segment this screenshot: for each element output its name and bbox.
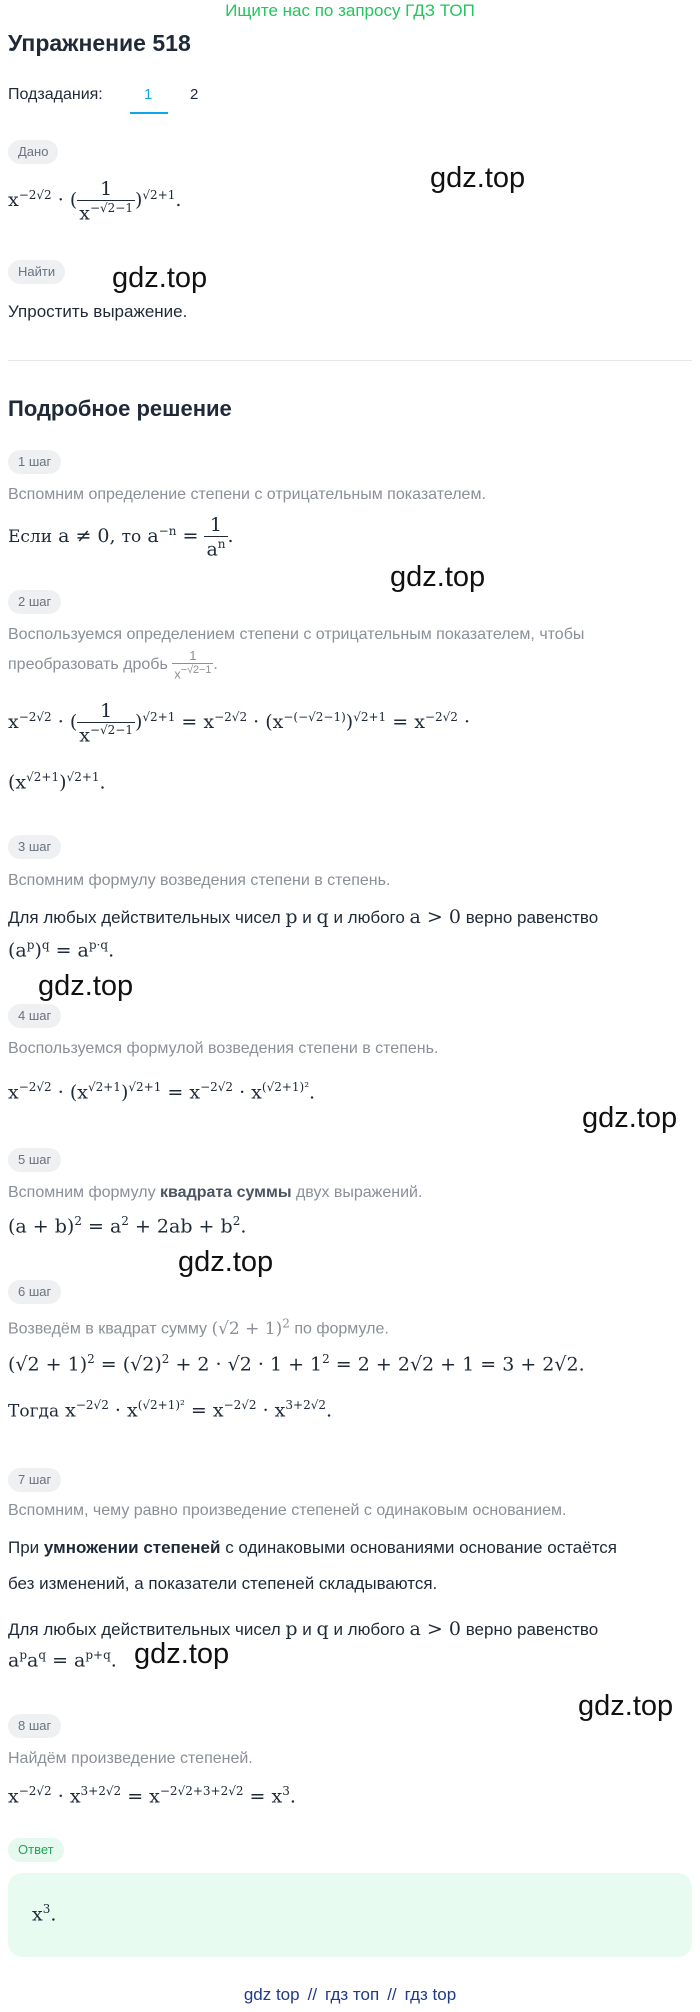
search-banner[interactable]: Ищите нас по запросу ГДЗ ТОП: [225, 1, 475, 20]
step-6-note: Возведём в квадрат сумму $(√2 + 1)^2$ по формуле.: [8, 1316, 389, 1339]
watermark: gdz.top: [178, 1246, 274, 1278]
divider: [8, 360, 692, 361]
answer-value: $x^3$.: [32, 1902, 57, 1926]
step-7-formula: $a^pa^q = a^{p+q}$.: [8, 1648, 117, 1672]
watermark: gdz.top: [134, 1638, 230, 1670]
solution-title: Подробное решение: [8, 396, 232, 421]
watermark: gdz.top: [390, 561, 486, 593]
step-2-line-2: $(x^{√2+1})^{√2+1}$.: [8, 770, 106, 794]
footer-separator: //: [307, 1985, 318, 2004]
step-8-formula: $x^{-2√2} \cdot x^{3+2√2} = x^{-2√2+3+2√2} = x^3$.: [8, 1784, 296, 1808]
given-expression: $x^{-2√2}$ · ( $\frac{1}{x^{-√2-1}}$ )$^{√2+1}$.: [8, 178, 182, 225]
watermark: gdz.top: [430, 162, 526, 194]
step-3-tag: 3 шаг: [8, 835, 61, 859]
footer-link-gdz-top-ru[interactable]: гдз топ: [325, 1985, 380, 2004]
step-8-note: Найдём произведение степеней.: [8, 1750, 253, 1767]
step-4-note: Воспользуемся формулой возведения степени в степень.: [8, 1040, 439, 1057]
step-1-formula: Если a ≠ 0, то $a^{-n}$ = $\frac{1}{a^n}$ .: [8, 514, 234, 561]
tab-subtask-1[interactable]: 1: [144, 86, 153, 103]
step-7-note: Вспомним, чему равно произведение степеней с одинаковым основанием.: [8, 1502, 567, 1519]
step-6-line-2: Тогда $x^{-2√2} \cdot x^{(√2+1)^2} = x^{-2√2} \cdot x^{3+2√2}$.: [8, 1398, 333, 1422]
watermark: gdz.top: [112, 262, 208, 294]
step-8-tag: 8 шаг: [8, 1714, 61, 1738]
step-3-statement: Для любых действительных чисел p и q и любого a > 0 верно равенство: [8, 906, 599, 928]
step-3-note: Вспомним формулу возведения степени в степень.: [8, 872, 391, 889]
footer-link-gdz-top[interactable]: gdz top: [243, 1985, 300, 2004]
step-7-rule-line-2: без изменений, а показатели степеней складываются.: [8, 1574, 438, 1593]
find-text: Упростить выражение.: [8, 302, 188, 321]
step-1-tag: 1 шаг: [8, 450, 61, 474]
active-tab-indicator: [130, 112, 168, 114]
footer-links: [0, 1985, 700, 2005]
watermark: gdz.top: [582, 1102, 678, 1134]
watermark: gdz.top: [38, 970, 134, 1002]
step-4-tag: 4 шаг: [8, 1004, 61, 1028]
find-tag: Найти: [8, 260, 65, 284]
given-tag: Дано: [8, 140, 58, 164]
step-5-formula: $(a + b)^2 = a^2 + 2ab + b^2$.: [8, 1214, 247, 1238]
step-2-note-2: преобразовать дробь $\frac{1}{x^{-√2-1}}$ .: [8, 648, 218, 682]
step-6-line-1: $(√2 + 1)^2 = (√2)^2 + 2 \cdot √2 \cdot 1 + 1^2 = 2 + 2√2 + 1 = 3 + 2√2$.: [8, 1352, 585, 1376]
footer-separator: //: [387, 1985, 397, 2004]
step-5-note: Вспомним формулу квадрата суммы двух выражений.: [8, 1184, 423, 1201]
step-2-note-1: Воспользуемся определением степени с отрицательным показателем, чтобы: [8, 626, 585, 643]
step-7-statement: Для любых действительных чисел p и q и любого a > 0 верно равенство: [8, 1618, 599, 1640]
subtasks-label: Подзадания:: [8, 86, 103, 103]
step-3-formula: $(a^p)^q = a^{p\cdot q}$.: [8, 938, 115, 962]
step-6-tag: 6 шаг: [8, 1280, 61, 1304]
tab-subtask-2[interactable]: 2: [190, 86, 199, 103]
step-7-tag: 7 шаг: [8, 1468, 61, 1492]
answer-box: [8, 1873, 692, 1957]
step-2-line-1: $x^{-2√2}$ · ( $\frac{1}{x^{-√2-1}}$ )$^{√2+1} = x^{-2√2} \cdot (x^{-(-√2-1)})^{√2+1} = x^{-2√2}$ ·: [8, 700, 470, 747]
step-4-formula: $x^{-2√2} \cdot (x^{√2+1})^{√2+1} = x^{-2√2} \cdot x^{(√2+1)^2}$.: [8, 1080, 316, 1104]
page-title: Упражнение 518: [8, 30, 191, 56]
step-1-note: Вспомним определение степени с отрицательным показателем.: [8, 486, 486, 503]
step-2-tag: 2 шаг: [8, 590, 61, 614]
footer-link-gdz-top-mixed[interactable]: гдз top: [404, 1985, 457, 2004]
step-7-rule-line-1: При умножении степеней с одинаковыми основаниями основание остаётся: [8, 1538, 617, 1557]
step-5-tag: 5 шаг: [8, 1148, 61, 1172]
watermark: gdz.top: [578, 1690, 674, 1722]
answer-tag: Ответ: [8, 1838, 64, 1862]
